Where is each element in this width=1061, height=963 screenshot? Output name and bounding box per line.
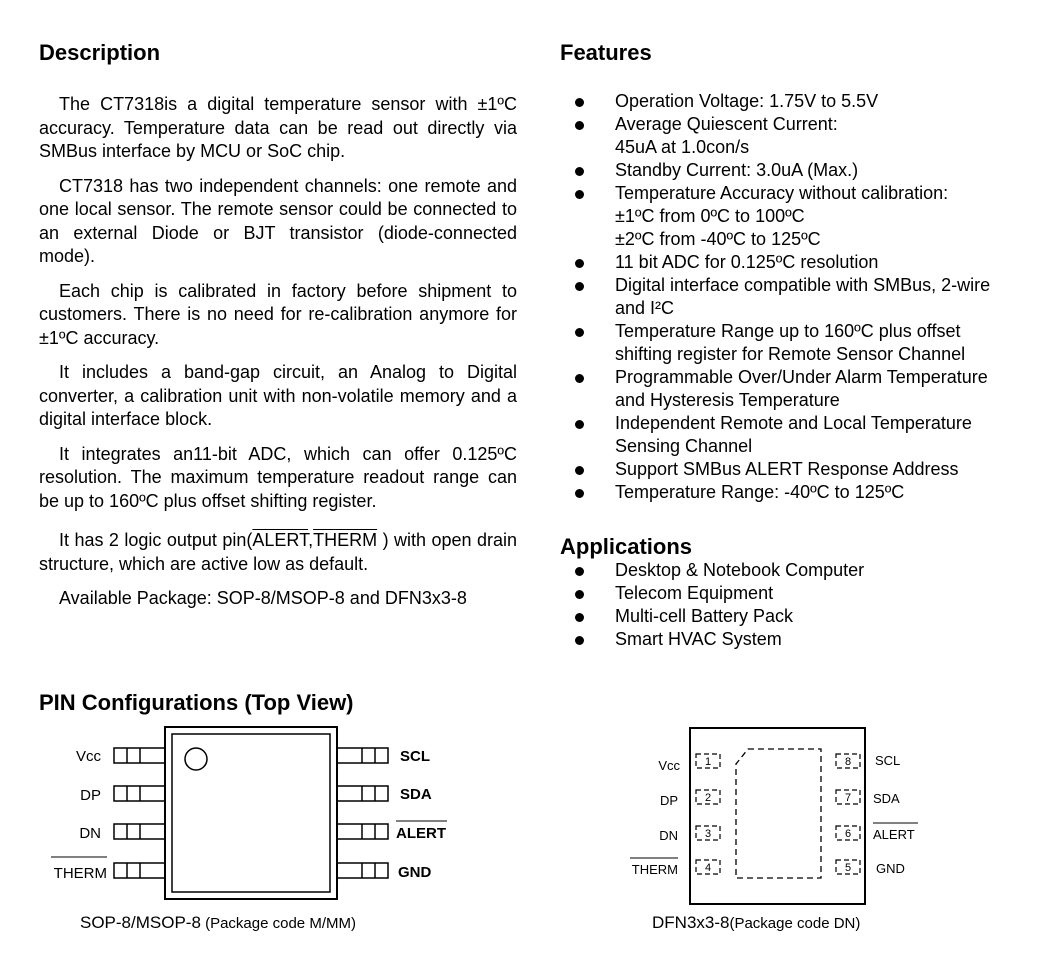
sop8-pin-label: SDA [400, 786, 432, 803]
dfn8-pin-number: 3 [704, 828, 712, 840]
description-heading: Description [39, 40, 161, 65]
feature-text-continued: 45uA at 1.0con/s [615, 137, 750, 157]
sop8-pin-label: ALERT [396, 825, 446, 842]
sop8-pin-label: DP [80, 787, 101, 804]
alert-pin-name: ALERT [252, 530, 309, 550]
dfn8-pin-number: 7 [844, 792, 852, 804]
feature-item [560, 159, 1055, 182]
bullet-icon [575, 282, 584, 291]
sop8-pin-label: Vcc [75, 748, 101, 765]
bullet-icon [575, 374, 584, 383]
bullet-icon [575, 489, 584, 498]
feature-text: Operation Voltage: 1.75V to 5.5V [615, 91, 879, 111]
bullet-icon [575, 636, 584, 645]
list-item [560, 559, 1055, 582]
package-line: Available Package: SOP-8/MSOP-8 and DFN3x3-8 [59, 588, 467, 608]
feature-text: Independent Remote and Local Temperature [615, 413, 972, 433]
sop8-right-leads [337, 748, 388, 878]
bullet-icon [575, 167, 584, 176]
feature-text-continued: and Hysteresis Temperature [615, 390, 840, 410]
feature-item [560, 274, 1055, 320]
list-item [560, 605, 1055, 628]
feature-text: Temperature Accuracy without calibration: [615, 183, 949, 203]
dfn8-pin-label: Vcc [658, 758, 680, 773]
feature-item [560, 90, 1055, 113]
sop8-pin-label: DN [79, 825, 101, 842]
dfn8-pin-label: DP [659, 793, 678, 808]
dfn8-diagram [600, 720, 960, 950]
application-text: Multi-cell Battery Pack [615, 606, 794, 626]
bullet-icon [575, 567, 584, 576]
feature-item [560, 412, 1055, 458]
features-list [560, 90, 1055, 504]
feature-text-continued: Sensing Channel [615, 436, 753, 456]
dfn8-pin-number: 1 [704, 756, 712, 768]
application-text: Smart HVAC System [615, 629, 782, 649]
bullet-icon [575, 259, 584, 268]
feature-text: Average Quiescent Current: [615, 114, 838, 134]
feature-text-continued: shifting register for Remote Sensor Channel [615, 344, 966, 364]
applications-heading: Applications [560, 534, 693, 559]
description-paragraph: Each chip is calibrated in factory before shipment to customers. There is no need for re-calibration anymore for ±1ºC accuracy. [39, 280, 517, 348]
sop8-diagram [40, 720, 470, 950]
dfn8-pin-label: DN [659, 828, 678, 843]
feature-item [560, 320, 1055, 366]
bullet-icon [575, 466, 584, 475]
bullet-icon [575, 328, 584, 337]
feature-text: Temperature Range: -40ºC to 125ºC [615, 482, 905, 502]
logic-output-suffix: ) with open drain structure, which are active low as default. [39, 530, 517, 574]
dfn8-exposed-pad [736, 749, 821, 878]
feature-text-continued: ±1ºC from 0ºC to 100ºC [615, 206, 805, 226]
feature-item [560, 366, 1055, 412]
feature-text: Temperature Range up to 160ºC plus offset [615, 321, 961, 341]
feature-item [560, 458, 1055, 481]
features-heading: Features [560, 40, 652, 65]
dfn8-pin-number: 8 [844, 756, 852, 768]
description-body [39, 93, 517, 622]
dfn8-pin-label: SDA [873, 791, 900, 806]
sop8-pin-label: SCL [400, 748, 430, 765]
application-text: Telecom Equipment [615, 583, 774, 603]
description-paragraph: It integrates an11-bit ADC, which can offer 0.125ºC resolution. The maximum temperature readout range can be up to 160ºC plus offset shifting register. [39, 443, 517, 511]
dfn8-pin-label: THERM [631, 862, 678, 877]
feature-item [560, 481, 1055, 504]
feature-text: 11 bit ADC for 0.125ºC resolution [615, 252, 879, 272]
dfn8-pin-number: 4 [704, 862, 712, 874]
bullet-icon [575, 121, 584, 130]
feature-text: Support SMBus ALERT Response Address [615, 459, 959, 479]
sop8-body-outer [165, 727, 337, 899]
sop8-pin-label: GND [398, 864, 432, 881]
dfn8-right-pads [836, 754, 860, 874]
logic-output-paragraph [39, 529, 517, 576]
bullet-icon [575, 613, 584, 622]
bullet-icon [575, 590, 584, 599]
feature-text-continued: and I²C [615, 298, 675, 318]
dfn8-caption: DFN3x3-8(Package code DN) [652, 913, 861, 932]
list-item [560, 628, 1055, 651]
feature-item [560, 182, 1055, 251]
pin1-marker-icon [185, 748, 207, 770]
sop8-body-inner [172, 734, 330, 892]
dfn8-pin-number: 5 [844, 862, 852, 874]
sop8-left-leads [114, 748, 165, 878]
logic-output-separator: , [308, 530, 314, 550]
description-paragraph: It includes a band-gap circuit, an Analog to Digital converter, a calibration unit with non-volatile memory and a digital interface block. [39, 362, 517, 429]
feature-item [560, 113, 1055, 159]
feature-text-continued: ±2ºC from -40ºC to 125ºC [615, 229, 821, 249]
sop8-pin-label: THERM [53, 865, 107, 882]
dfn8-left-pads [696, 754, 720, 874]
dfn8-pin-number: 2 [704, 792, 712, 804]
pin-config-heading: PIN Configurations (Top View) [39, 690, 354, 715]
bullet-icon [575, 98, 584, 107]
list-item [560, 582, 1055, 605]
dfn8-pin-number: 6 [844, 828, 852, 840]
dfn8-pin-label: SCL [875, 753, 901, 768]
dfn8-pin-label: ALERT [873, 827, 915, 842]
feature-item [560, 251, 1055, 274]
bullet-icon [575, 420, 584, 429]
description-paragraph: CT7318 has two independent channels: one remote and one local sensor. The remote sensor could be connected to an external Diode or BJT transistor (diode-connected mode). [39, 175, 517, 266]
feature-text: Programmable Over/Under Alarm Temperature [615, 367, 988, 387]
dfn8-pin-label: GND [876, 861, 905, 876]
therm-pin-name: THERM [313, 530, 378, 550]
feature-text: Digital interface compatible with SMBus, 2-wire [615, 275, 991, 295]
bullet-icon [575, 190, 584, 199]
applications-list [560, 559, 1055, 651]
feature-text: Standby Current: 3.0uA (Max.) [615, 160, 859, 180]
application-text: Desktop & Notebook Computer [615, 560, 865, 580]
sop8-caption: SOP-8/MSOP-8 (Package code M/MM) [80, 913, 356, 932]
logic-output-prefix: It has 2 logic output pin( [59, 530, 253, 550]
description-paragraph: The CT7318is a digital temperature sensor with ±1ºC accuracy. Temperature data can be read out directly via SMBus interface by MCU or SoC chip. [39, 94, 517, 161]
